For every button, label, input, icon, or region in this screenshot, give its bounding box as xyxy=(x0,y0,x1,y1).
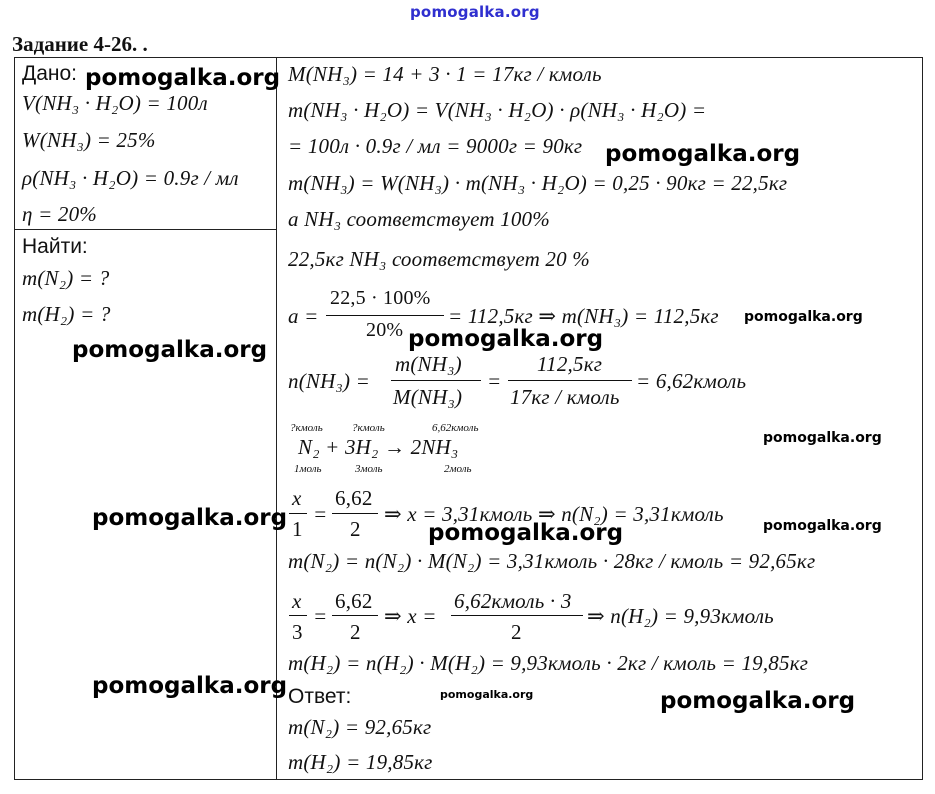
frac1-denominator: 20% xyxy=(366,319,404,341)
answer-mass-n2: m(N₂) = 92,65кг xyxy=(288,715,432,739)
task-title: Задание 4-26. . xyxy=(12,32,148,56)
watermark-text: pomogalka.org xyxy=(763,430,882,446)
reaction-below-nh3: 2моль xyxy=(444,463,472,475)
solution-mass-h2: m(H₂) = n(H₂) · M(H₂) = 9,93кмоль · 2кг / кмоль = 19,85кг xyxy=(288,651,809,675)
watermark-text: pomogalka.org xyxy=(92,673,288,699)
watermark-text: pomogalka.org xyxy=(72,337,268,363)
frac3-den1: 1 xyxy=(292,517,303,541)
watermark-text: pomogalka.org xyxy=(763,518,882,534)
frac2-eq: = xyxy=(487,369,502,393)
solution-proportion-line2: 22,5кг NH₃ соответствует 20 % xyxy=(288,247,590,271)
frac2-num1: m(NH₃) xyxy=(395,352,462,376)
solution-nh3-mass: m(NH₃) = W(NH₃) · m(NH₃ · H₂O) = 0,25 · 90кг = 22,5кг xyxy=(288,171,788,195)
frac3-result: ⇒ x = 3,31кмоль ⇒ n(N₂) = 3,31кмоль xyxy=(384,502,724,526)
site-url-link[interactable]: pomogalka.org xyxy=(410,3,540,21)
column-divider xyxy=(276,57,277,780)
given-find-divider xyxy=(14,229,276,230)
frac4-den1: 3 xyxy=(292,620,303,644)
reaction-below-n2: 1моль xyxy=(294,463,322,475)
frac2-bar1 xyxy=(391,380,481,381)
reaction-above-n2: ?кмоль xyxy=(290,422,323,434)
frac4-num3: 6,62кмоль · 3 xyxy=(454,589,572,613)
solution-mass-n2: m(N₂) = n(N₂) · M(N₂) = 3,31кмоль · 28кг / кмоль = 92,65кг xyxy=(288,549,816,573)
frac2-result: = 6,62кмоль xyxy=(636,369,747,393)
solution-molar-mass-nh3: M(NH₃) = 14 + 3 · 1 = 17кг / кмоль xyxy=(288,62,602,86)
frac4-bar3 xyxy=(451,615,583,616)
watermark-text: pomogalka.org xyxy=(428,520,624,546)
solution-solution-mass-formula: m(NH₃ · H₂O) = V(NH₃ · H₂O) · ρ(NH₃ · H₂O) = xyxy=(288,98,707,122)
frac2-den2: 17кг / кмоль xyxy=(510,385,620,409)
reaction-below-h2: 3моль xyxy=(355,463,383,475)
frac3-bar2 xyxy=(332,513,378,514)
watermark-text: pomogalka.org xyxy=(92,505,288,531)
frac4-eq: = xyxy=(313,604,328,628)
watermark-text: pomogalka.org xyxy=(440,688,534,701)
frac1-result: = 112,5кг ⇒ m(NH₃) = 112,5кг xyxy=(448,304,719,328)
frac4-den2: 2 xyxy=(350,620,361,644)
given-density: ρ(NH₃ · H₂O) = 0.9г / мл xyxy=(22,166,239,190)
frac2-lhs: n(NH₃) = xyxy=(288,369,370,393)
reaction-above-h2: ?кмоль xyxy=(352,422,385,434)
frac1-bar xyxy=(326,315,444,316)
solution-solution-mass-value: = 100л · 0.9г / мл = 9000г = 90кг xyxy=(288,134,583,158)
answer-mass-h2: m(H₂) = 19,85кг xyxy=(288,750,433,774)
watermark-text: pomogalka.org xyxy=(85,65,281,91)
frac3-den2: 2 xyxy=(350,517,361,541)
watermark-text: pomogalka.org xyxy=(408,326,604,352)
frac3-bar1 xyxy=(289,513,307,514)
frac4-bar1 xyxy=(289,615,307,616)
given-yield: η = 20% xyxy=(22,202,97,226)
frac4-bar2 xyxy=(332,615,378,616)
given-volume: V(NH₃ · H₂O) = 100л xyxy=(22,91,208,115)
frac2-num2: 112,5кг xyxy=(537,352,603,376)
frac4-num2: 6,62 xyxy=(335,589,373,613)
frac1-numerator: 22,5 · 100% xyxy=(330,287,431,309)
frac4-result: ⇒ n(H₂) = 9,93кмоль xyxy=(587,604,774,628)
reaction-above-nh3: 6,62кмоль xyxy=(432,422,479,434)
frac2-den1: M(NH₃) xyxy=(393,385,463,409)
frac3-num1: x xyxy=(292,486,302,510)
find-mass-n2: m(N₂) = ? xyxy=(22,266,110,290)
frac4-mid: ⇒ x = xyxy=(384,604,437,628)
find-label: Найти: xyxy=(22,235,88,258)
watermark-text: pomogalka.org xyxy=(660,688,856,714)
frac3-eq: = xyxy=(313,502,328,526)
solution-proportion-line1: a NH₃ соответствует 100% xyxy=(288,207,550,231)
frac1-lhs: a = xyxy=(288,304,319,328)
frac2-bar2 xyxy=(508,380,632,381)
given-label: Дано: xyxy=(22,62,78,85)
reaction-equation: N₂ + 3H₂ → 2NH₃ xyxy=(298,435,459,459)
answer-label: Ответ: xyxy=(288,685,352,708)
given-mass-fraction: W(NH₃) = 25% xyxy=(22,128,156,152)
watermark-text: pomogalka.org xyxy=(605,141,801,167)
frac4-den3: 2 xyxy=(511,620,522,644)
find-mass-h2: m(H₂) = ? xyxy=(22,302,111,326)
frac3-num2: 6,62 xyxy=(335,486,373,510)
watermark-text: pomogalka.org xyxy=(744,309,863,325)
frac4-num1: x xyxy=(292,589,302,613)
